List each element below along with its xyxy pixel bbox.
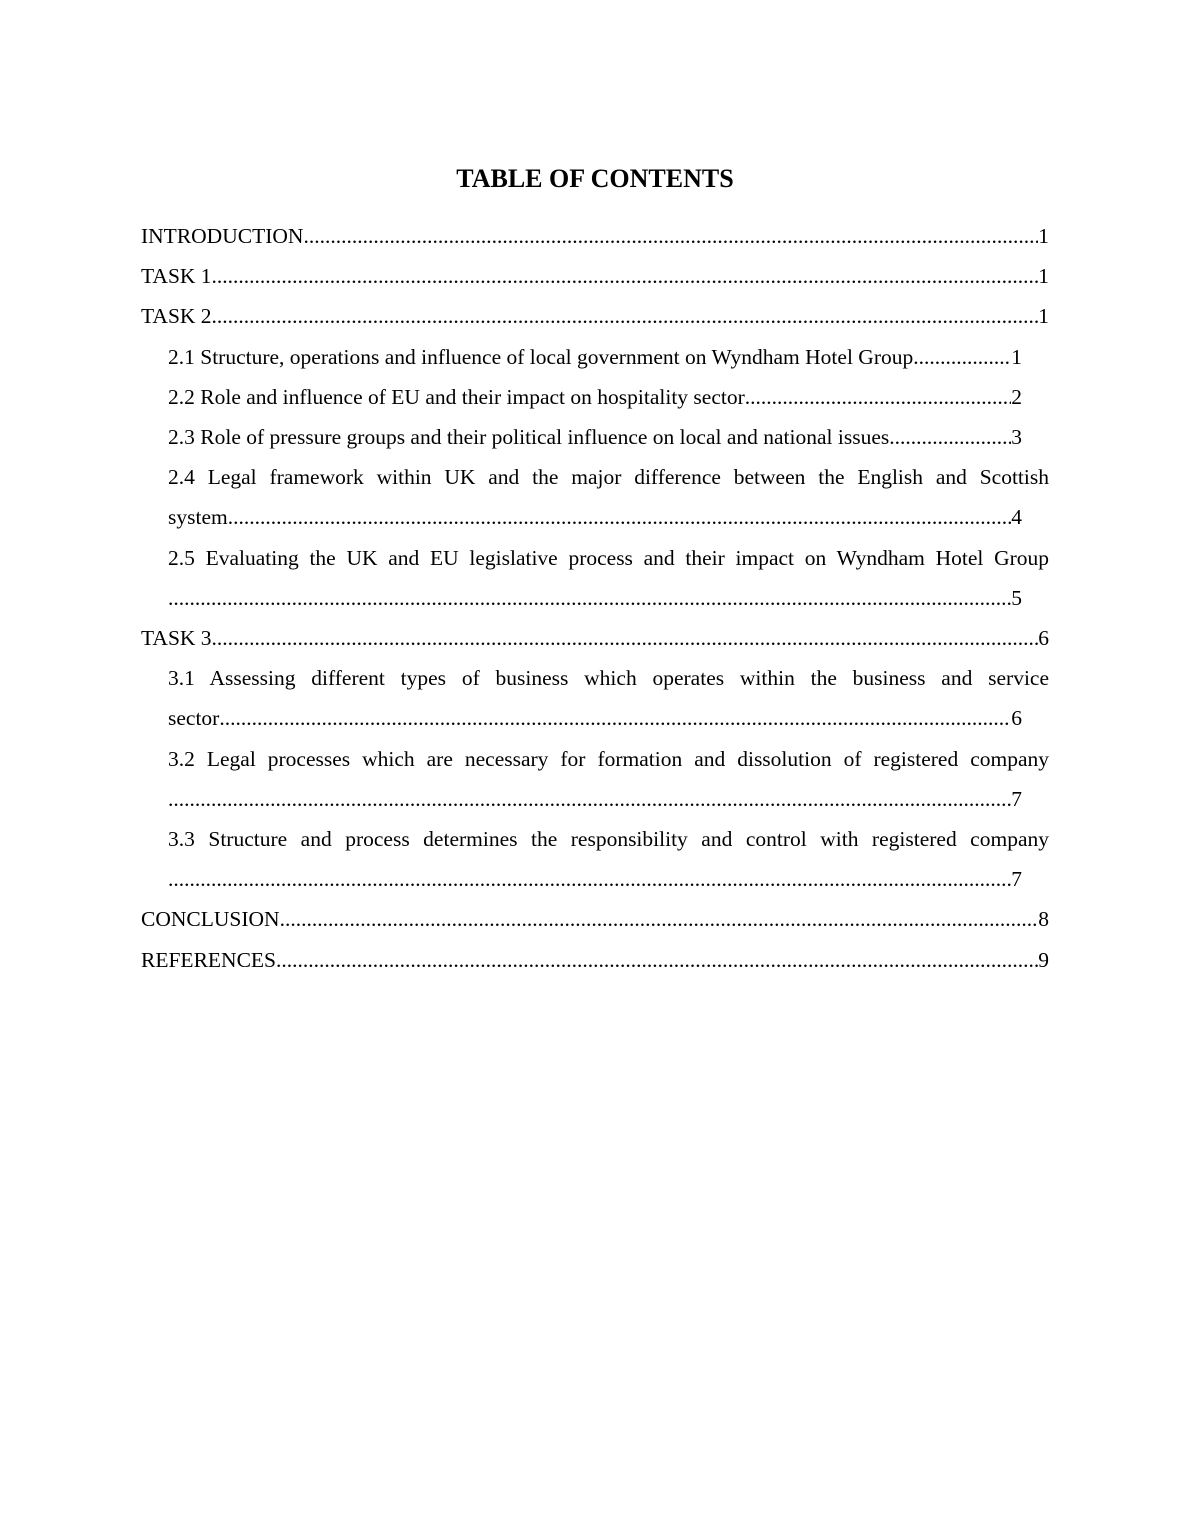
toc-entry-page-number: 1 — [1038, 304, 1049, 329]
dot-leader — [276, 940, 1038, 980]
page-title: TABLE OF CONTENTS — [456, 164, 734, 193]
toc-entry-label: 3.2 Legal processes which are necessary for formation and dissolution of registered company — [168, 746, 1049, 771]
toc-entry-2-1[interactable] — [168, 337, 1022, 377]
toc-entry-label: 2.4 Legal framework within UK and the major difference between the English and Scottish — [168, 465, 1049, 490]
toc-entry-page-number: 8 — [1038, 907, 1049, 932]
table-of-contents — [141, 216, 1049, 980]
toc-entry-label: TASK 3 — [141, 626, 212, 651]
toc-entry-page-number: 6 — [1038, 626, 1049, 651]
dot-leader — [212, 256, 1039, 296]
toc-entry-page-number: 3 — [1011, 425, 1022, 450]
toc-entry-label: CONCLUSION — [141, 907, 280, 932]
dot-leader — [303, 216, 1038, 256]
toc-entry-label: 2.1 Structure, operations and influence of local government on Wyndham Hotel Group — [168, 344, 914, 369]
toc-entry-label-continued: sector — [168, 706, 220, 731]
dot-leader — [168, 779, 1011, 819]
toc-entry-page-number: 2 — [1011, 384, 1022, 409]
toc-entry-references[interactable] — [141, 940, 1049, 980]
toc-entry-page-number: 6 — [1011, 706, 1022, 731]
dot-leader — [745, 377, 1011, 417]
toc-entry-page-number: 7 — [1011, 786, 1022, 811]
toc-entry-page-number: 4 — [1011, 505, 1022, 530]
toc-entry-page-number: 7 — [1011, 867, 1022, 892]
toc-entry-2-5[interactable] — [168, 538, 1049, 618]
dot-leader — [280, 899, 1039, 939]
toc-entry-label: TASK 1 — [141, 264, 212, 289]
dot-leader — [212, 618, 1039, 658]
toc-entry-label: 3.3 Structure and process determines the responsibility and control with registered company — [168, 827, 1049, 852]
toc-entry-page-number: 9 — [1038, 947, 1049, 972]
toc-entry-2-2[interactable] — [168, 377, 1022, 417]
dot-leader — [168, 578, 1011, 618]
toc-entry-label-continued: system — [168, 505, 228, 530]
toc-entry-task-2[interactable] — [141, 296, 1049, 336]
toc-entry-page-number: 5 — [1011, 585, 1022, 610]
toc-entry-task-1[interactable] — [141, 256, 1049, 296]
toc-entry-label: 2.3 Role of pressure groups and their political influence on local and national issues — [168, 425, 890, 450]
toc-entry-label: INTRODUCTION — [141, 224, 304, 248]
toc-entry-2-4[interactable] — [168, 457, 1049, 537]
toc-entry-introduction[interactable] — [141, 216, 1049, 256]
toc-entry-label: REFERENCES — [141, 947, 276, 972]
dot-leader — [913, 337, 1011, 377]
toc-entry-label: 2.5 Evaluating the UK and EU legislative process and their impact on Wyndham Hotel Group — [168, 545, 1049, 570]
toc-entry-page-number: 1 — [1011, 344, 1022, 369]
dot-leader — [228, 497, 1012, 537]
toc-entry-2-3[interactable] — [168, 417, 1022, 457]
toc-entry-page-number: 1 — [1038, 224, 1049, 248]
toc-entry-label: 3.1 Assessing different types of business which operates within the business and service — [168, 666, 1049, 691]
dot-leader — [168, 859, 1011, 899]
toc-entry-label: 2.2 Role and influence of EU and their impact on hospitality sector — [168, 384, 745, 409]
toc-entry-3-3[interactable] — [168, 819, 1049, 899]
toc-entry-3-1[interactable] — [168, 658, 1049, 738]
toc-entry-page-number: 1 — [1038, 264, 1049, 289]
toc-entry-label: TASK 2 — [141, 304, 212, 329]
dot-leader — [219, 698, 1011, 738]
dot-leader — [212, 296, 1039, 336]
toc-entry-conclusion[interactable] — [141, 899, 1049, 939]
toc-entry-3-2[interactable] — [168, 739, 1049, 819]
toc-entry-task-3[interactable] — [141, 618, 1049, 658]
dot-leader — [889, 417, 1011, 457]
